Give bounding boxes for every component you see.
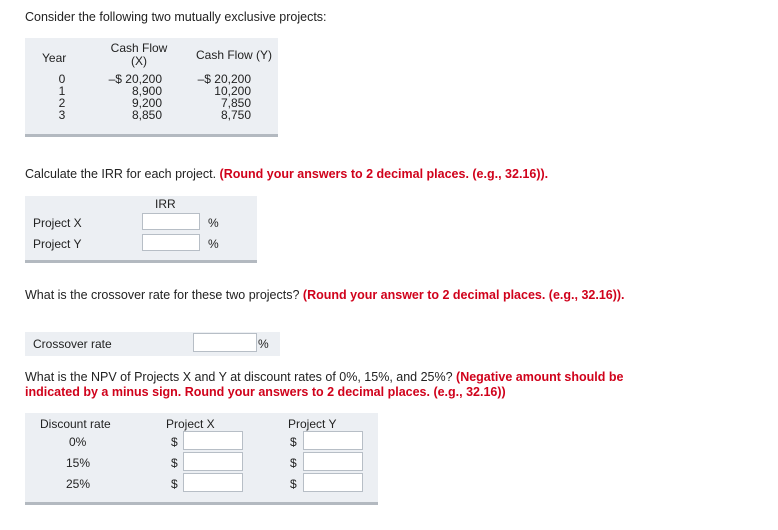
- table-divider: [25, 502, 378, 505]
- cash-flow-x-cell: 8,850: [131, 108, 162, 122]
- crossover-instruction: (Round your answer to 2 decimal places. (e.g., 32.16)).: [302, 288, 625, 302]
- irr-instruction: (Round your answers to 2 decimal places. (e.g., 32.16)).: [219, 167, 549, 181]
- cash-flow-x-column: [95, 73, 162, 121]
- discount-rate-header: Discount rate: [40, 417, 111, 431]
- dollar-sign: $: [171, 435, 178, 449]
- cash-flow-table: [25, 38, 278, 137]
- project-y-label: Project Y: [33, 237, 82, 251]
- npv-x-25-input[interactable]: [183, 473, 243, 492]
- npv-y-15-input[interactable]: [303, 452, 363, 471]
- crossover-question: What is the crossover rate for these two projects? (Round your answer to 2 decimal places. (e.g., 32.16)).: [25, 288, 625, 302]
- npv-y-0-input[interactable]: [303, 431, 363, 450]
- year-cell: 2: [58, 96, 66, 110]
- project-y-irr-input[interactable]: [142, 234, 200, 251]
- intro-text: Consider the following two mutually exclusive projects:: [25, 10, 327, 24]
- cash-flow-x-cell: –$ 20,200: [108, 72, 162, 86]
- discount-rate-cell: 25%: [66, 477, 91, 491]
- percent-unit: %: [208, 216, 219, 230]
- npv-x-0-input[interactable]: [183, 431, 243, 450]
- dollar-sign: $: [290, 435, 297, 449]
- project-y-header: Project Y: [288, 417, 337, 431]
- npv-question: What is the NPV of Projects X and Y at discount rates of 0%, 15%, and 25%? (Negative amount should be indicated by a minus sign. Round your answers to 2 decimal places. (e.g., 32.16)): [25, 370, 624, 399]
- crossover-rate-input[interactable]: [193, 333, 257, 352]
- cash-flow-y-header: Cash Flow (Y): [195, 48, 272, 62]
- dollar-sign: $: [290, 456, 297, 470]
- irr-question: Calculate the IRR for each project. (Round your answers to 2 decimal places. (e.g., 32.16)).: [25, 167, 549, 181]
- cash-flow-y-cell: –$ 20,200: [197, 72, 251, 86]
- percent-unit: %: [208, 237, 219, 251]
- year-cell: 1: [58, 84, 66, 98]
- dollar-sign: $: [171, 477, 178, 491]
- crossover-row: [25, 332, 280, 356]
- discount-rate-cell: 0%: [69, 435, 87, 449]
- crossover-label: Crossover rate: [33, 337, 112, 351]
- project-x-header: Project X: [166, 417, 215, 431]
- project-x-label: Project X: [33, 216, 82, 230]
- table-divider: [25, 134, 278, 137]
- cash-flow-y-column: [183, 73, 251, 121]
- discount-rate-cell: 15%: [66, 456, 91, 470]
- cash-flow-y-cell: 8,750: [220, 108, 251, 122]
- year-cell: 3: [58, 108, 66, 122]
- cash-flow-y-cell: 7,850: [220, 96, 251, 110]
- irr-row-project-y: [25, 233, 257, 255]
- table-divider: [25, 260, 257, 263]
- npv-y-25-input[interactable]: [303, 473, 363, 492]
- year-header: Year: [42, 51, 67, 65]
- year-column: [55, 73, 69, 121]
- year-cell: 0: [58, 72, 66, 86]
- dollar-sign: $: [290, 477, 297, 491]
- irr-row-project-x: [25, 212, 257, 234]
- npv-table: [25, 413, 378, 505]
- percent-unit: %: [258, 337, 269, 351]
- cash-flow-x-cell: 9,200: [131, 96, 162, 110]
- project-x-irr-input[interactable]: [142, 213, 200, 230]
- cash-flow-x-cell: 8,900: [131, 84, 162, 98]
- dollar-sign: $: [171, 456, 178, 470]
- irr-table: [25, 196, 257, 263]
- irr-header: IRR: [155, 197, 176, 211]
- cash-flow-y-cell: 10,200: [214, 84, 251, 98]
- npv-x-15-input[interactable]: [183, 452, 243, 471]
- npv-instruction: (Negative amount should be indicated by a minus sign. Round your answers to 2 decimal places. (e.g., 32.16)): [25, 370, 624, 399]
- cash-flow-x-header: Cash Flow (X): [110, 41, 168, 68]
